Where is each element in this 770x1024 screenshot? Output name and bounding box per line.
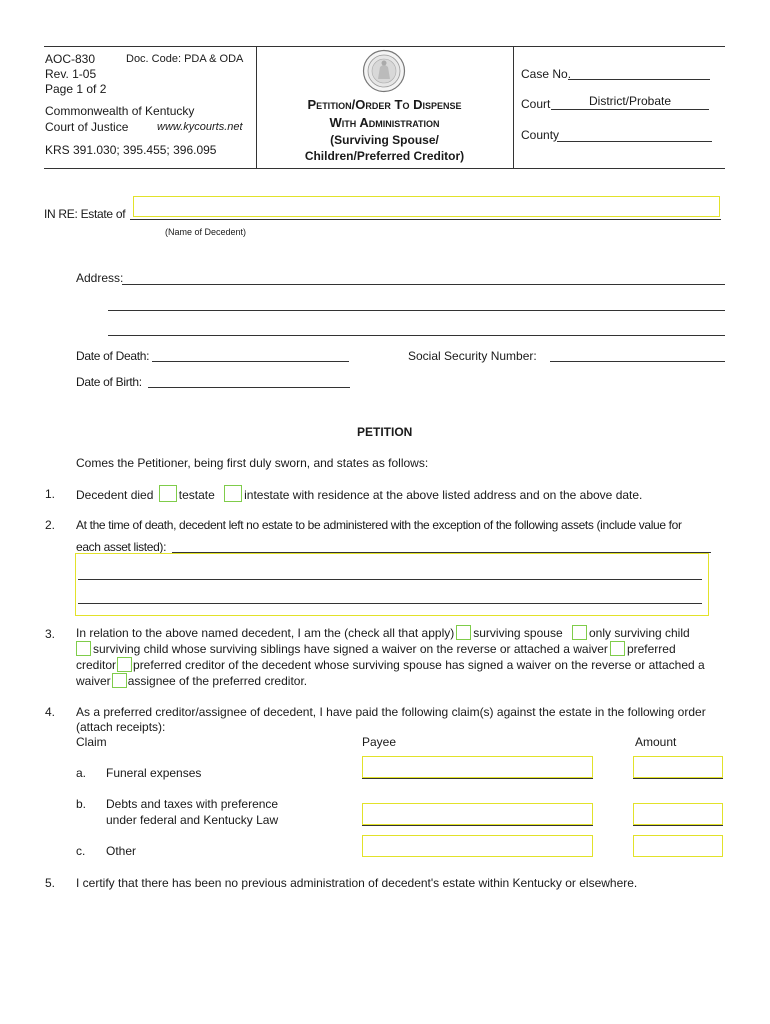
doc-code: Doc. Code: PDA & ODA xyxy=(126,53,244,65)
kentucky-seal-icon xyxy=(362,49,406,93)
claim-b-payee-input[interactable] xyxy=(362,803,593,825)
claim-a-payee-line xyxy=(362,778,593,779)
claim-column-header: Claim xyxy=(76,735,107,749)
header-top-rule xyxy=(44,46,725,47)
item3-line3 xyxy=(76,657,705,672)
county-field[interactable] xyxy=(557,141,712,142)
item1-label-died: Decedent died xyxy=(76,488,154,502)
surviving-child-waiver-label: surviving child whose surviving siblings have signed a waiver on the reverse or attached a waiver xyxy=(93,642,608,656)
item4-line2: (attach receipts): xyxy=(76,720,166,734)
name-caption: (Name of Decedent) xyxy=(165,227,247,237)
header-divider-right xyxy=(513,46,514,168)
item3-line4 xyxy=(76,673,307,688)
ssn-field[interactable] xyxy=(550,361,725,362)
date-of-death-field[interactable] xyxy=(152,361,349,362)
petition-intro: Comes the Petitioner, being first duly sworn, and states as follows: xyxy=(76,456,429,470)
claim-b-amount-input[interactable] xyxy=(633,803,723,825)
surviving-spouse-label: surviving spouse xyxy=(473,626,563,640)
form-title-line4: Children/Preferred Creditor) xyxy=(304,149,465,163)
item1-label-testate: testate xyxy=(178,488,215,502)
claim-b-label-line2: under federal and Kentucky Law xyxy=(106,813,279,827)
preferred-creditor-spouse-waiver-label: preferred creditor of the decedent whose surviving spouse has signed a waiver on the reverse or attached a xyxy=(133,658,705,672)
assignee-label: assignee of the preferred creditor. xyxy=(127,674,308,688)
website-link[interactable]: www.kycourts.net xyxy=(157,121,243,133)
only-surviving-child-label: only surviving child xyxy=(588,626,690,640)
claim-c-amount-input[interactable] xyxy=(633,835,723,857)
assignee-checkbox[interactable] xyxy=(112,673,127,688)
claim-c-label: Other xyxy=(106,844,137,858)
amount-column-header: Amount xyxy=(635,735,677,749)
item2-line2: each asset listed): xyxy=(76,540,167,554)
claim-b-payee-line xyxy=(362,825,593,826)
date-of-death-label: Date of Death: xyxy=(76,349,150,363)
court-label: Court xyxy=(521,97,551,111)
item2-number: 2. xyxy=(45,518,56,532)
testate-checkbox[interactable] xyxy=(159,485,177,502)
item2-line1: At the time of death, decedent left no estate to be administered with the exception of the following assets (include value for xyxy=(76,518,682,532)
item3-number: 3. xyxy=(45,627,56,641)
item1-label-intestate: intestate with residence at the above listed address and on the above date. xyxy=(244,488,643,502)
commonwealth: Commonwealth of Kentucky xyxy=(45,104,195,118)
assets-line-2 xyxy=(78,579,702,580)
address-line-3[interactable] xyxy=(108,335,725,336)
item5-text: I certify that there has been no previous administration of decedent's estate within Kentucky or elsewhere. xyxy=(76,876,638,890)
date-of-birth-label: Date of Birth: xyxy=(76,375,142,389)
item3-line2 xyxy=(74,641,676,656)
assets-input[interactable] xyxy=(75,553,709,616)
page-number: Page 1 of 2 xyxy=(45,82,107,96)
preferred-creditor-spouse-waiver-checkbox[interactable] xyxy=(117,657,132,672)
claim-a-amount-line xyxy=(633,778,723,779)
address-line-2[interactable] xyxy=(108,310,725,311)
county-label: County xyxy=(521,128,560,142)
form-title-line1: Petition/Order To Dispense xyxy=(307,97,462,112)
case-no-label: Case No. xyxy=(521,67,572,81)
item3-line1 xyxy=(76,625,690,640)
preferred-creditor-checkbox[interactable] xyxy=(610,641,625,656)
header-bottom-rule xyxy=(44,168,725,169)
claim-b-label-line1: Debts and taxes with preference xyxy=(106,797,279,811)
claim-b-amount-line xyxy=(633,825,723,826)
claim-a-label: Funeral expenses xyxy=(106,766,202,780)
preferred-label: preferred xyxy=(626,642,676,656)
court-of-justice: Court of Justice xyxy=(45,120,129,134)
surviving-child-waiver-checkbox[interactable] xyxy=(76,641,91,656)
only-surviving-child-checkbox[interactable] xyxy=(572,625,587,640)
item4-line1: As a preferred creditor/assignee of decedent, I have paid the following claim(s) against the estate in the following order xyxy=(76,705,706,719)
assets-line-3 xyxy=(78,603,702,604)
form-title-line2: With Administration xyxy=(329,115,440,130)
case-no-field[interactable] xyxy=(568,79,710,80)
item3-intro: In relation to the above named decedent, I am the (check all that apply) xyxy=(76,626,455,640)
waiver-label: waiver xyxy=(76,674,111,688)
krs-reference: KRS 391.030; 395.455; 396.095 xyxy=(45,143,217,157)
payee-column-header: Payee xyxy=(362,735,397,749)
ssn-label: Social Security Number: xyxy=(408,349,537,363)
court-value: District/Probate xyxy=(588,94,672,108)
claim-a-amount-input[interactable] xyxy=(633,756,723,778)
claim-b-letter: b. xyxy=(76,797,87,811)
claim-c-letter: c. xyxy=(76,844,86,858)
decedent-name-input[interactable] xyxy=(133,196,720,217)
form-title-line3: (Surviving Spouse/ xyxy=(330,133,439,147)
claim-a-payee-input[interactable] xyxy=(362,756,593,778)
intestate-checkbox[interactable] xyxy=(224,485,242,502)
item5-number: 5. xyxy=(45,876,56,890)
petition-heading: PETITION xyxy=(357,425,413,439)
form-number: AOC-830 xyxy=(45,52,96,66)
item1-number: 1. xyxy=(45,487,56,501)
item4-number: 4. xyxy=(45,705,56,719)
decedent-name-line xyxy=(130,219,721,220)
claim-c-payee-input[interactable] xyxy=(362,835,593,857)
address-label: Address: xyxy=(76,271,124,285)
creditor-label: creditor xyxy=(76,658,117,672)
address-line-1[interactable] xyxy=(122,284,725,285)
revision: Rev. 1-05 xyxy=(45,67,97,81)
court-field[interactable] xyxy=(551,109,709,110)
claim-a-letter: a. xyxy=(76,766,87,780)
item1-text xyxy=(76,485,642,502)
in-re-label: IN RE: Estate of xyxy=(44,207,126,221)
date-of-birth-field[interactable] xyxy=(148,387,350,388)
surviving-spouse-checkbox[interactable] xyxy=(456,625,471,640)
